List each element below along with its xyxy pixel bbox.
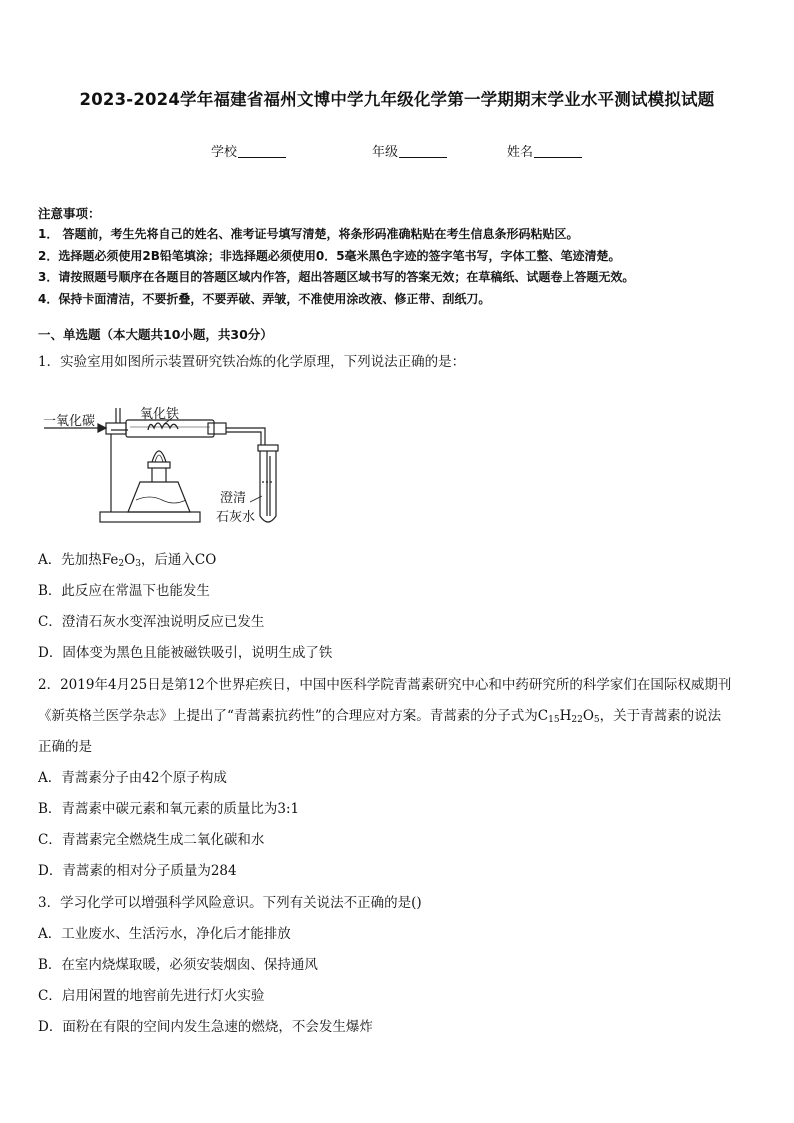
q3-option-d[interactable]: D．面粉在有限的空间内发生急速的燃烧，不会发生爆炸 xyxy=(38,1019,373,1035)
q1-option-a-sub-2: 3 xyxy=(135,559,141,569)
name-field[interactable] xyxy=(507,141,582,160)
q2-stem-line-3: 正确的是 xyxy=(38,739,92,755)
q2-option-c[interactable]: C．青蒿素完全燃烧生成二氧化碳和水 xyxy=(38,832,265,848)
flame xyxy=(152,451,166,462)
grade-label: 年级 xyxy=(372,145,399,160)
q1-stem: 1．实验室用如图所示装置研究铁冶炼的化学原理，下列说法正确的是： xyxy=(38,354,466,370)
school-blank[interactable] xyxy=(238,144,286,158)
stand-base xyxy=(100,512,200,522)
grade-field[interactable] xyxy=(372,141,447,160)
label-limewater-1: 澄清 xyxy=(220,491,247,506)
notice-item: 3．请按照题号顺序在各题目的答题区域内作答，超出答题区域书写的答案无效；在草稿纸、试题卷上答题无效。 xyxy=(38,270,635,284)
q2-option-a[interactable]: A．青蒿素分子由42个原子构成 xyxy=(38,770,227,786)
q1-option-a[interactable] xyxy=(38,550,216,570)
q1-option-b[interactable]: B．此反应在常温下也能发生 xyxy=(38,583,210,599)
q2-line2-text-4: ，关于青蒿素的说法 xyxy=(599,708,722,724)
test-tube xyxy=(260,451,276,522)
notice-item: 1． 答题前，考生先将自己的姓名、准考证号填写清楚，将条形码准确粘贴在考生信息条形码粘贴区。 xyxy=(38,227,579,241)
notice-block xyxy=(38,203,768,310)
alcohol-lamp xyxy=(128,482,190,512)
label-carbon-monoxide: 一氧化碳 xyxy=(43,414,96,429)
section-heading: 一、单选题（本大题共10小题，共30分） xyxy=(38,327,273,342)
q3-stem: 3．学习化学可以增强科学风险意识。下列有关说法不正确的是() xyxy=(38,895,422,911)
iron-oxide-powder xyxy=(148,423,178,430)
student-info-line xyxy=(0,141,794,161)
label-iron-oxide: 氧化铁 xyxy=(140,407,180,422)
q1-option-a-text-3: ，后通入CO xyxy=(140,552,217,568)
notice-item: 4．保持卡面清洁，不要折叠，不要弄破、弄皱，不准使用涂改液、修正带、刮纸刀。 xyxy=(38,291,491,306)
notice-item: 2．选择题必须使用2B铅笔填涂；非选择题必须使用0．5毫米黑色字迹的签字笔书写，字体工整、笔迹清楚。 xyxy=(38,248,621,263)
grade-blank[interactable] xyxy=(399,144,447,158)
q1-option-a-text-1: A．先加热Fe xyxy=(38,552,119,568)
q3-option-c[interactable]: C．启用闲置的地窖前先进行灯火实验 xyxy=(38,988,265,1004)
q1-option-a-sub-1: 2 xyxy=(118,559,125,569)
page-title: 2023-2024学年福建省福州文博中学九年级化学第一学期期末学业水平测试模拟试题 xyxy=(79,90,715,109)
q2-stem-line-1: 2．2019年4月25日是第12个世界疟疾日，中国中医科学院青蒿素研究中心和中药研究所的科学家们在国际权威期刊 xyxy=(38,677,732,693)
q2-stem-line-2 xyxy=(38,706,721,726)
name-blank[interactable] xyxy=(534,144,582,158)
q3-option-a[interactable]: A．工业废水、生活污水，净化后才能排放 xyxy=(38,926,291,942)
q2-line2-sub-2: 22 xyxy=(571,715,583,725)
iron-smelting-apparatus-figure xyxy=(40,390,300,535)
q2-option-d[interactable]: D．青蒿素的相对分子质量为284 xyxy=(38,863,237,879)
q1-option-a-text-2: O xyxy=(124,552,136,568)
label-limewater-2: 石灰水 xyxy=(216,510,256,525)
q2-line2-text-1: 《新英格兰医学杂志》上提出了“青蒿素抗药性”的合理应对方案。青蒿素的分子式为C xyxy=(38,708,549,724)
school-label: 学校 xyxy=(211,145,238,160)
q2-line2-text-2: H xyxy=(559,708,572,724)
name-label: 姓名 xyxy=(507,145,534,160)
q3-option-b[interactable]: B．在室内烧煤取暖，必须安装烟囱、保持通风 xyxy=(38,957,318,973)
q1-option-c[interactable]: C．澄清石灰水变浑浊说明反应已发生 xyxy=(38,614,265,630)
q2-line2-text-3: O xyxy=(582,708,594,724)
q2-line2-sub-1: 15 xyxy=(548,715,560,725)
q2-line2-sub-3: 5 xyxy=(593,715,600,725)
school-field[interactable] xyxy=(211,141,286,160)
q1-option-d[interactable]: D．固体变为黑色且能被磁铁吸引，说明生成了铁 xyxy=(38,645,333,661)
q2-option-b[interactable]: B．青蒿素中碳元素和氧元素的质量比为3:1 xyxy=(38,801,300,817)
notice-heading: 注意事项： xyxy=(38,206,101,221)
